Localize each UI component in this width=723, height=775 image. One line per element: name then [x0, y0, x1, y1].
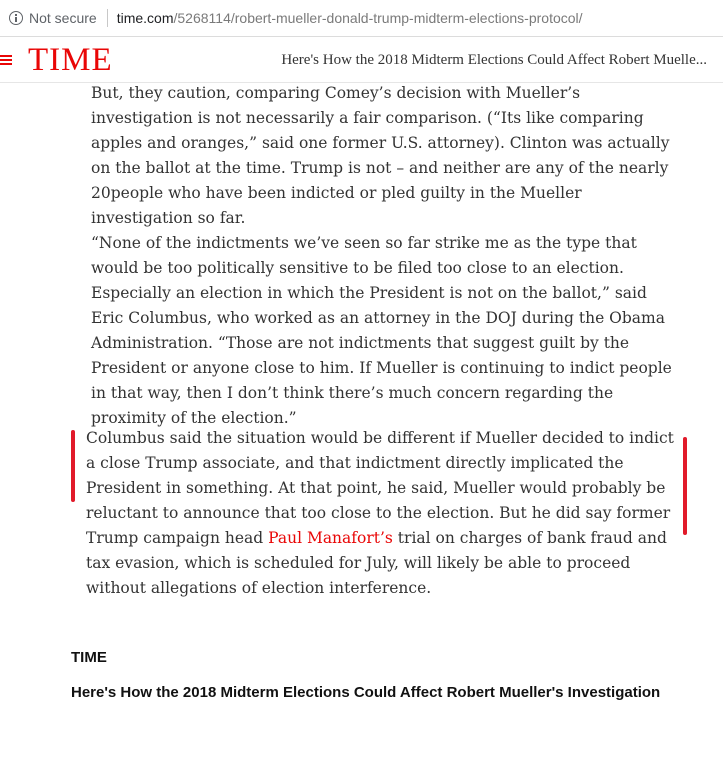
paragraph-text: Columbus said the situation would be different if Mueller decided to indict a close Trump associate, and that indictment directly implicated the President in something. At that point, he said, Mueller would probably be reluctant to announce that too close to the election. But he did say former Trump campaign head	[86, 429, 674, 547]
url-path: /5268114/robert-mueller-donald-trump-midterm-elections-protocol/	[173, 10, 583, 26]
footer-headline[interactable]: Here's How the 2018 Midterm Elections Could Affect Robert Mueller's Investigation	[71, 684, 661, 701]
paul-manafort-link[interactable]: Paul Manafort’s	[268, 529, 393, 547]
footer-brand: TIME	[71, 649, 107, 666]
article-paragraph: “None of the indictments we’ve seen so far strike me as the type that would be too politically sensitive to be filed too close to an election. Especially an election in which the President is not on the ballot,” said Eric Columbus, who worked as an attorney in the DOJ during the Obama Administration. “Those are not indictments that suggest guilt by the President or anyone close to him. If Mueller is continuing to indict people in that way, then I don’t think there’s much concern regarding the proximity of the election.”	[91, 234, 672, 427]
accent-bar-left	[71, 430, 75, 502]
article-paragraph: But, they caution, comparing Comey’s decision with Mueller’s investigation is not necessarily a fair comparison. (“Its like comparing apples and oranges,” said one former U.S. attorney). Clinton was actually on the ballot at the time. Trump is not – and neither are any of the nearly 20people who have been indicted or pled guilty in the Mueller investigation so far.	[91, 84, 670, 227]
time-logo[interactable]: TIME	[28, 41, 113, 78]
url-text[interactable]	[117, 10, 583, 26]
site-header	[0, 38, 723, 83]
article-paragraph	[86, 426, 676, 601]
address-bar[interactable]	[0, 0, 723, 37]
hamburger-menu-icon[interactable]	[0, 55, 12, 65]
header-headline: Here's How the 2018 Midterm Elections Could Affect Robert Muelle...	[281, 51, 707, 68]
accent-bar-right	[683, 437, 687, 535]
url-domain: time.com	[116, 10, 174, 26]
security-label[interactable]: Not secure	[29, 10, 97, 26]
info-icon[interactable]	[9, 11, 23, 25]
url-divider	[107, 9, 108, 27]
paragraph-text: trial on charges of bank fraud and tax evasion, which is scheduled for July, will likely be able to proceed without allegations of election interference.	[86, 529, 667, 597]
